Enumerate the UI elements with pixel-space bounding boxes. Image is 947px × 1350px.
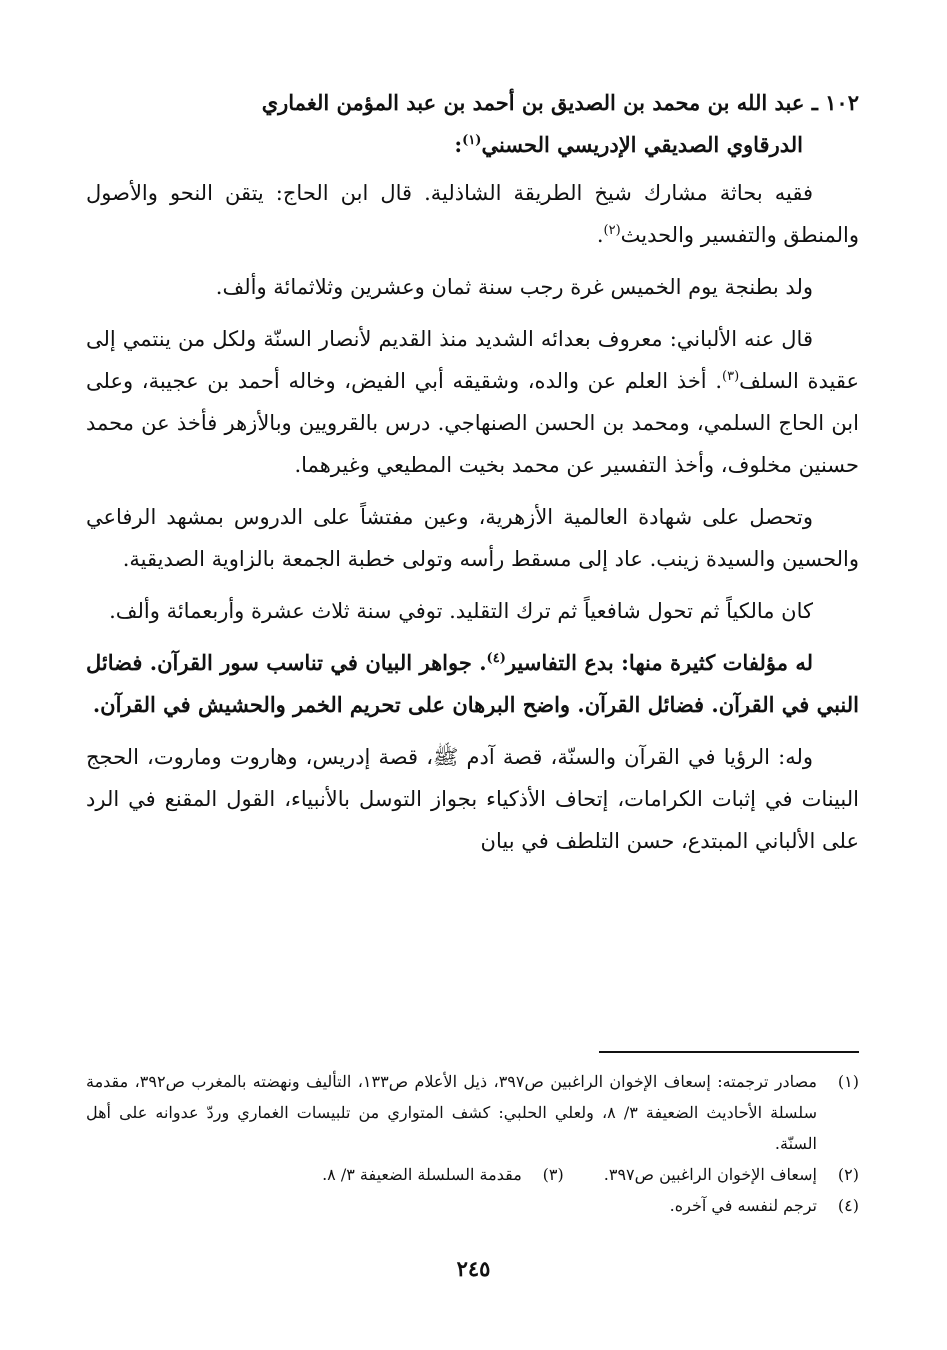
paragraph-1: فقيه بحاثة مشارك شيخ الطريقة الشاذلية. قال ابن الحاج: يتقن النحو والأصول والمنطق والتفسير والحديث$^{(٢)}$. bbox=[86, 181, 859, 247]
main-text bbox=[86, 82, 859, 872]
footnote-3 bbox=[322, 1159, 564, 1190]
footnote-divider bbox=[599, 1051, 859, 1053]
footnote-4 bbox=[86, 1190, 859, 1221]
footnotes bbox=[86, 1066, 859, 1221]
entry-title-line1: ١٠٢ ـ عبد الله بن محمد بن الصديق بن أحمد بن عبد المؤمن الغماري bbox=[261, 90, 859, 115]
footnote-text: مقدمة السلسلة الضعيفة ٣/ ٨. bbox=[322, 1165, 522, 1184]
footnote-ref-2: (٢) bbox=[603, 223, 621, 238]
footnote-2 bbox=[604, 1159, 859, 1190]
footnotes-2-3 bbox=[86, 1159, 859, 1190]
page-number: ٢٤٥ bbox=[456, 1256, 491, 1281]
paragraph-4: وتحصل على شهادة العالمية الأزهرية، وعين مفتشاً على الدروس بمشهد الرفاعي والحسين والسيدة زينب. عاد إلى مسقط رأسه وتولى خطبة الجمعة بالزاوية الصديقية. bbox=[86, 505, 859, 571]
entry-title-line2: الدرقاوي الصديقي الإدريسي الحسني$^{(١)}$: bbox=[454, 132, 803, 157]
footnote-text: مصادر ترجمته: إسعاف الإخوان الراغبين ص٣٩٧، ذيل الأعلام ص١٣٣، التأليف ونهضته بالمغرب ص٣٩٢، مقدمة سلسلة الأحاديث الضعيفة ٣/ ٨، ولعلي الحلبي: كشف المتواري من تلبيسات الغماري وردّ عدوانه على أهل السنّة. bbox=[86, 1072, 817, 1153]
footnote-number: (١) bbox=[837, 1072, 859, 1091]
footnote-1 bbox=[86, 1066, 859, 1159]
paragraph-2: ولد بطنجة يوم الخميس غرة رجب سنة ثمان وعشرين وثلاثمائة وألف. bbox=[215, 275, 813, 299]
footnote-text: ترجم لنفسه في آخره. bbox=[669, 1196, 817, 1215]
paragraph-6: له مؤلفات كثيرة منها: بدع التفاسير$^{(٤)}$. جواهر البيان في تناسب سور القرآن. فضائل النبي في القرآن. فضائل القرآن. واضح البرهان على تحريم الخمر والحشيش في القرآن. bbox=[86, 650, 859, 717]
entry-title bbox=[86, 82, 859, 166]
footnote-number: (٤) bbox=[837, 1196, 859, 1215]
footnote-ref-1: (١) bbox=[462, 133, 482, 148]
paragraph-3: قال عنه الألباني: معروف بعدائه الشديد منذ القديم لأنصار السنّة ولكل من ينتمي إلى عقيدة السلف$^{(٣)}$. أخذ العلم عن والده، وشقيقه أبي الفيض، وخاله أحمد بن عجيبة، وعلى ابن الحاج السلمي، ومحمد بن الحسن الصنهاجي. درس بالقرويين وبالأزهر فأخذ عن محمد حسنين مخلوف، وأخذ التفسير عن محمد بخيت المطيعي وغيرهما. bbox=[86, 327, 859, 477]
paragraph-5: كان مالكياً ثم تحول شافعياً ثم ترك التقليد. توفي سنة ثلاث عشرة وأربعمائة وألف. bbox=[109, 599, 813, 623]
paragraph-7: وله: الرؤيا في القرآن والسنّة، قصة آدم ﷺ، قصة إدريس، وهاروت وماروت، الحجج البينات في إثبات الكرامات، إتحاف الأذكياء بجواز التوسل بالأنبياء، القول المقنع في الرد على الألباني المبتدع، حسن التلطف في بيان bbox=[86, 745, 859, 853]
footnote-text: إسعاف الإخوان الراغبين ص٣٩٧. bbox=[603, 1165, 817, 1184]
footnote-ref-4: (٤) bbox=[486, 651, 506, 666]
footnote-number: (٣) bbox=[542, 1165, 564, 1184]
footnote-ref-3: (٣) bbox=[722, 369, 740, 384]
footnote-number: (٢) bbox=[837, 1165, 859, 1184]
